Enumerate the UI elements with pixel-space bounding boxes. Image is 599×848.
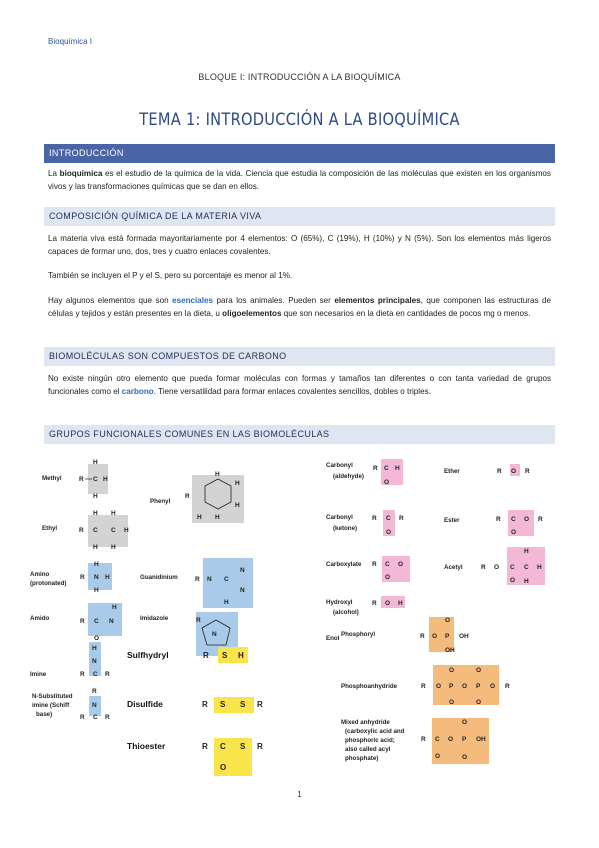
label-imine-schiff: imine (Schiff xyxy=(32,702,70,709)
svg-text:R: R xyxy=(105,671,110,678)
svg-text:R: R xyxy=(496,516,501,523)
svg-text:R: R xyxy=(79,527,84,534)
svg-text:H: H xyxy=(238,651,244,660)
svg-text:R: R xyxy=(373,465,378,472)
svg-text:P: P xyxy=(445,633,450,640)
label-aldehyde: (aldehyde) xyxy=(333,473,364,480)
svg-text:H: H xyxy=(92,645,97,652)
svg-text:O: O xyxy=(448,736,454,743)
svg-text:OH: OH xyxy=(445,647,455,654)
svg-text:R: R xyxy=(525,468,530,475)
svg-text:H: H xyxy=(235,502,240,509)
svg-text:O: O xyxy=(449,699,455,706)
svg-text:N: N xyxy=(92,658,97,665)
svg-text:P: P xyxy=(476,683,481,690)
svg-text:C: C xyxy=(435,736,440,743)
svg-text:P: P xyxy=(462,736,467,743)
label-carboxylate: Carboxylate xyxy=(326,561,362,568)
svg-text:O: O xyxy=(435,753,441,760)
section-heading-composition: COMPOSICIÓN QUÍMICA DE LA MATERIA VIVA xyxy=(44,207,555,226)
svg-text:O: O xyxy=(384,479,390,486)
svg-text:O: O xyxy=(510,577,516,584)
svg-text:OH: OH xyxy=(459,633,469,640)
svg-text:N: N xyxy=(94,574,99,581)
svg-text:R: R xyxy=(497,468,502,475)
svg-text:H: H xyxy=(94,561,99,568)
svg-text:R: R xyxy=(420,633,425,640)
svg-text:R: R xyxy=(80,714,85,721)
carbon-paragraph: No existe ningún otro elemento que pueda formar moléculas con formas y tamaños tan diferentes o con tanta variedad de grupos funcionales como el carbono. Tiene versatilidad para formar enlaces covalentes sencillos, dobles o triples. xyxy=(48,374,551,396)
svg-text:N: N xyxy=(240,567,245,574)
svg-text:O: O xyxy=(476,699,482,706)
svg-text:N: N xyxy=(207,576,212,583)
topic-title: TEMA 1: INTRODUCCIÓN A LA BIOQUÍMICA xyxy=(139,110,460,130)
svg-text:H: H xyxy=(215,514,220,521)
svg-text:O: O xyxy=(462,754,468,761)
label-mixed-anhydride-3: phosphoric acid; xyxy=(345,737,395,744)
svg-text:H: H xyxy=(105,574,110,581)
svg-text:H: H xyxy=(224,599,229,606)
svg-text:R: R xyxy=(202,700,208,709)
svg-text:N: N xyxy=(212,631,217,638)
svg-text:R: R xyxy=(80,618,85,625)
svg-text:O: O xyxy=(524,516,530,523)
svg-text:O: O xyxy=(494,564,500,571)
label-hydroxyl: Hydroxyl xyxy=(326,599,353,606)
svg-text:R: R xyxy=(79,476,84,483)
svg-text:O: O xyxy=(511,468,517,475)
svg-text:H: H xyxy=(93,459,98,466)
svg-text:O: O xyxy=(449,667,455,674)
svg-text:R: R xyxy=(80,574,85,581)
svg-text:C: C xyxy=(94,618,99,625)
svg-text:O: O xyxy=(436,683,442,690)
svg-text:S: S xyxy=(240,700,246,709)
svg-text:O: O xyxy=(432,633,438,640)
svg-text:H: H xyxy=(93,510,98,517)
svg-text:H: H xyxy=(124,527,129,534)
svg-text:H: H xyxy=(112,604,117,611)
svg-text:H: H xyxy=(524,578,529,585)
running-header: Bioquímica I xyxy=(48,37,93,46)
svg-text:H: H xyxy=(93,544,98,551)
svg-text:N: N xyxy=(92,702,97,709)
svg-text:O: O xyxy=(445,617,451,624)
svg-text:H: H xyxy=(395,465,400,472)
svg-text:H: H xyxy=(93,493,98,500)
svg-text:R: R xyxy=(203,651,209,660)
label-mixed-anhydride-2: (carboxylic acid and xyxy=(345,728,405,735)
svg-text:R: R xyxy=(257,700,263,709)
svg-text:R: R xyxy=(481,564,486,571)
svg-text:R: R xyxy=(195,576,200,583)
svg-text:C: C xyxy=(510,564,515,571)
svg-text:R: R xyxy=(372,515,377,522)
composition-paragraph-3: Hay algunos elementos que son esenciales para los animales. Pueden ser elementos principales, que componen las estructuras de células y tejidos y están presentes en la dieta, u oligoelementos que son necesarios en la dieta en cantidades de pocos mg o menos. xyxy=(48,296,551,318)
page-number: 1 xyxy=(297,790,302,799)
svg-text:R: R xyxy=(105,714,110,721)
composition-paragraph-1: La materia viva está formada mayoritariamente por 4 elementos: O (65%), C (19%), H (10%) y N (5%). Son los elementos más ligeros capaces de formar uno, dos, tres y cuatro enlaces covalentes. xyxy=(48,234,551,256)
svg-text:S: S xyxy=(240,742,246,751)
label-mixed-anhydride-4: also called acyl xyxy=(345,746,391,753)
label-ester: Ester xyxy=(444,517,460,524)
svg-text:S: S xyxy=(220,700,226,709)
block-title: BLOQUE I: INTRODUCCIÓN A LA BIOQUÍMICA xyxy=(198,72,401,82)
svg-text:C: C xyxy=(524,564,529,571)
svg-text:R: R xyxy=(372,600,377,607)
label-ketone: (ketone) xyxy=(333,525,358,532)
svg-text:H: H xyxy=(111,544,116,551)
section-heading-carbon: BIOMOLÉCULAS SON COMPUESTOS DE CARBONO xyxy=(44,347,555,366)
svg-text:H: H xyxy=(524,548,529,555)
svg-text:H: H xyxy=(103,476,108,483)
label-methyl: Methyl xyxy=(42,475,62,482)
label-thioester: Thioester xyxy=(127,741,166,751)
svg-text:R: R xyxy=(80,671,85,678)
svg-text:O: O xyxy=(462,683,468,690)
svg-text:O: O xyxy=(385,600,391,607)
svg-text:O: O xyxy=(385,574,391,581)
svg-text:R: R xyxy=(257,742,263,751)
svg-text:O: O xyxy=(511,529,517,536)
svg-text:O: O xyxy=(462,719,468,726)
svg-text:C: C xyxy=(93,671,98,678)
svg-text:R: R xyxy=(372,561,377,568)
svg-text:O: O xyxy=(398,561,404,568)
svg-text:S: S xyxy=(222,651,228,660)
label-sulfhydryl: Sulfhydryl xyxy=(127,650,169,660)
svg-text:H: H xyxy=(111,510,116,517)
label-protonated: (protonated) xyxy=(30,580,67,587)
svg-text:C: C xyxy=(93,476,98,483)
label-amino: Amino xyxy=(30,571,50,578)
label-n-substituted: N-Substituted xyxy=(32,693,73,700)
svg-text:R: R xyxy=(421,683,426,690)
label-phenyl: Phenyl xyxy=(150,498,171,505)
svg-text:N: N xyxy=(240,587,245,594)
label-imidazole: Imidazole xyxy=(140,615,169,622)
label-phosphoryl: Phosphoryl xyxy=(341,631,376,638)
svg-text:O: O xyxy=(490,683,496,690)
svg-text:C: C xyxy=(384,465,389,472)
svg-text:C: C xyxy=(511,516,516,523)
svg-text:H: H xyxy=(537,564,542,571)
label-mixed-anhydride-5: phosphate) xyxy=(345,755,379,762)
label-phosphoanhydride: Phosphoanhydride xyxy=(341,683,398,690)
label-ethyl: Ethyl xyxy=(42,525,58,532)
svg-text:C: C xyxy=(93,714,98,721)
label-carbonyl-aldehyde: Carbonyl xyxy=(326,462,353,469)
svg-text:C: C xyxy=(385,561,390,568)
svg-text:H: H xyxy=(235,480,240,487)
svg-text:C: C xyxy=(220,742,226,751)
intro-paragraph: La bioquímica es el estudio de la química de la vida. Ciencia que estudia la composición de las moléculas que existen en los organismos vivos y las transformaciones químicas que se dan en ellos. xyxy=(48,169,551,191)
svg-text:R: R xyxy=(196,617,201,624)
svg-text:R: R xyxy=(421,736,426,743)
label-imine: Imine xyxy=(30,671,47,678)
svg-text:O: O xyxy=(476,667,482,674)
svg-text:N: N xyxy=(109,618,114,625)
label-ether: Ether xyxy=(444,468,460,475)
label-alcohol: (alcohol) xyxy=(333,609,359,616)
svg-text:R: R xyxy=(185,493,190,500)
svg-text:C: C xyxy=(93,527,98,534)
svg-text:H: H xyxy=(398,600,403,607)
svg-text:P: P xyxy=(449,683,454,690)
composition-paragraph-2: También se incluyen el P y el S, pero su porcentaje es menor al 1%. xyxy=(48,271,293,280)
label-base: base) xyxy=(36,711,53,718)
svg-text:R: R xyxy=(399,515,404,522)
svg-text:H: H xyxy=(215,471,220,478)
svg-text:R: R xyxy=(92,688,97,695)
svg-text:R: R xyxy=(202,742,208,751)
svg-text:OH: OH xyxy=(476,736,486,743)
svg-text:C: C xyxy=(111,527,116,534)
label-amido: Amido xyxy=(30,615,50,622)
label-guanidinium: Guanidinium xyxy=(140,574,178,581)
svg-text:R: R xyxy=(505,683,510,690)
svg-text:C: C xyxy=(386,515,391,522)
svg-text:O: O xyxy=(94,635,100,642)
label-carbonyl-ketone: Carbonyl xyxy=(326,514,353,521)
section-heading-groups: GRUPOS FUNCIONALES COMUNES EN LAS BIOMOLÉCULAS xyxy=(44,425,555,444)
svg-text:O: O xyxy=(220,763,227,772)
svg-text:R: R xyxy=(538,516,543,523)
label-disulfide: Disulfide xyxy=(127,699,163,709)
svg-text:H: H xyxy=(94,587,99,594)
label-acetyl: Acetyl xyxy=(444,564,463,571)
label-mixed-anhydride: Mixed anhydride xyxy=(341,719,390,726)
svg-text:C: C xyxy=(224,576,229,583)
svg-text:O: O xyxy=(386,529,392,536)
svg-text:H: H xyxy=(197,514,202,521)
section-heading-intro: INTRODUCCIÓN xyxy=(44,144,555,163)
label-enol: Enol xyxy=(326,635,340,642)
